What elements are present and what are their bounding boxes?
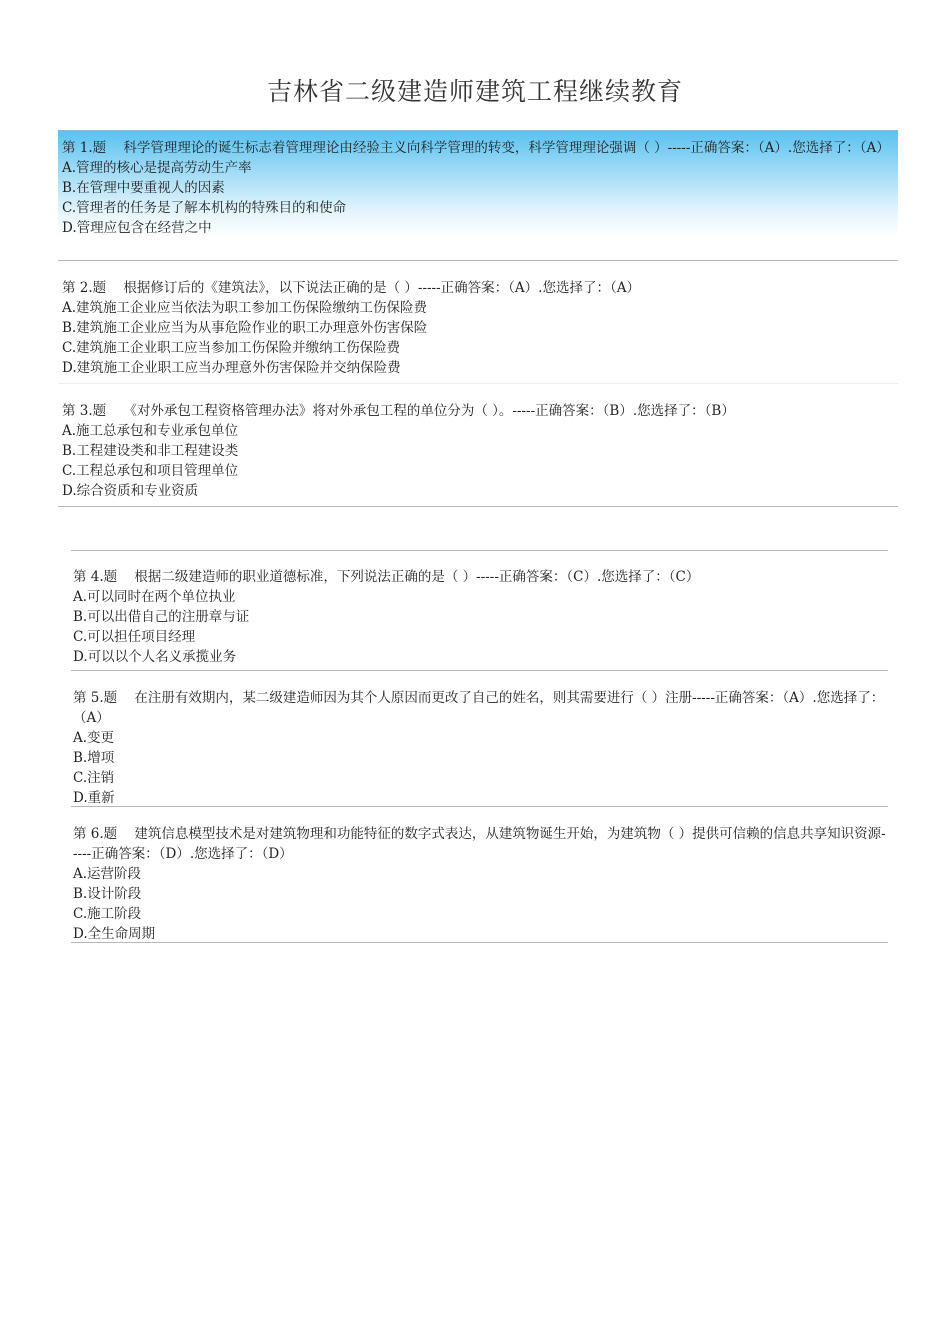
question-4-option-c: C.可以担任项目经理 — [73, 629, 196, 645]
question-5-option-c: C.注销 — [73, 770, 115, 786]
question-1 — [58, 130, 898, 261]
question-1-text: 第 1.题 科学管理理论的诞生标志着管理理论由经验主义向科学管理的转变，科学管理理论强调（ ）-----正确答案：（A）.您选择了：（A） — [62, 140, 890, 156]
question-3 — [58, 401, 898, 507]
question-3-option-c: C.工程总承包和项目管理单位 — [62, 463, 239, 479]
question-6 — [71, 824, 888, 943]
question-5 — [71, 688, 888, 807]
question-4-text: 第 4.题 根据二级建造师的职业道德标准，下列说法正确的是（ ）-----正确答案：（C）.您选择了：（C） — [73, 569, 700, 585]
question-6-option-b: B.设计阶段 — [73, 886, 142, 902]
page-title: 吉林省二级建造师建筑工程继续教育 — [266, 77, 683, 106]
question-2-option-a: A.建筑施工企业应当依法为职工参加工伤保险缴纳工伤保险费 — [62, 300, 428, 316]
question-4-option-d: D.可以以个人名义承揽业务 — [73, 649, 237, 665]
question-3-option-b: B.工程建设类和非工程建设类 — [62, 443, 239, 459]
question-2-option-d: D.建筑施工企业职工应当办理意外伤害保险并交纳保险费 — [62, 360, 401, 376]
question-6-text: 第 6.题 建筑信息模型技术是对建筑物理和功能特征的数字式表达，从建筑物诞生开始，为建筑物（ ）提供可信赖的信息共享知识资源-----正确答案：（D）.您选择了：（D） — [73, 826, 886, 862]
question-5-text: 第 5.题 在注册有效期内，某二级建造师因为其个人原因而更改了自己的姓名，则其需要进行（ ）注册-----正确答案：（A）.您选择了：（A） — [73, 690, 885, 726]
question-4-option-a: A.可以同时在两个单位执业 — [73, 589, 236, 605]
question-5-option-a: A.变更 — [73, 730, 115, 746]
question-3-text: 第 3.题 《对外承包工程资格管理办法》将对外承包工程的单位分为（ ）。-----正确答案：（B）.您选择了：（B） — [62, 403, 735, 419]
question-6-option-a: A.运营阶段 — [73, 866, 142, 882]
section-divider — [71, 550, 888, 551]
question-3-option-d: D.综合资质和专业资质 — [62, 483, 199, 499]
question-6-option-d: D.全生命周期 — [73, 926, 156, 942]
question-1-option-c: C.管理者的任务是了解本机构的特殊目的和使命 — [62, 200, 347, 216]
question-5-option-d: D.重新 — [73, 790, 115, 806]
question-2-text: 第 2.题 根据修订后的《建筑法》，以下说法正确的是（ ）-----正确答案：（A）.您选择了：（A） — [62, 280, 640, 296]
question-2 — [58, 278, 898, 384]
question-2-option-c: C.建筑施工企业职工应当参加工伤保险并缴纳工伤保险费 — [62, 340, 401, 356]
question-1-option-a: A.管理的核心是提高劳动生产率 — [62, 160, 252, 176]
question-4 — [71, 567, 888, 671]
question-4-option-b: B.可以出借自己的注册章与证 — [73, 609, 250, 625]
question-1-option-b: B.在管理中要重视人的因素 — [62, 180, 225, 196]
question-3-option-a: A.施工总承包和专业承包单位 — [62, 423, 239, 439]
question-6-option-c: C.施工阶段 — [73, 906, 142, 922]
question-2-option-b: B.建筑施工企业应当为从事危险作业的职工办理意外伤害保险 — [62, 320, 428, 336]
question-1-option-d: D.管理应包含在经营之中 — [62, 220, 212, 236]
question-5-option-b: B.增项 — [73, 750, 115, 766]
